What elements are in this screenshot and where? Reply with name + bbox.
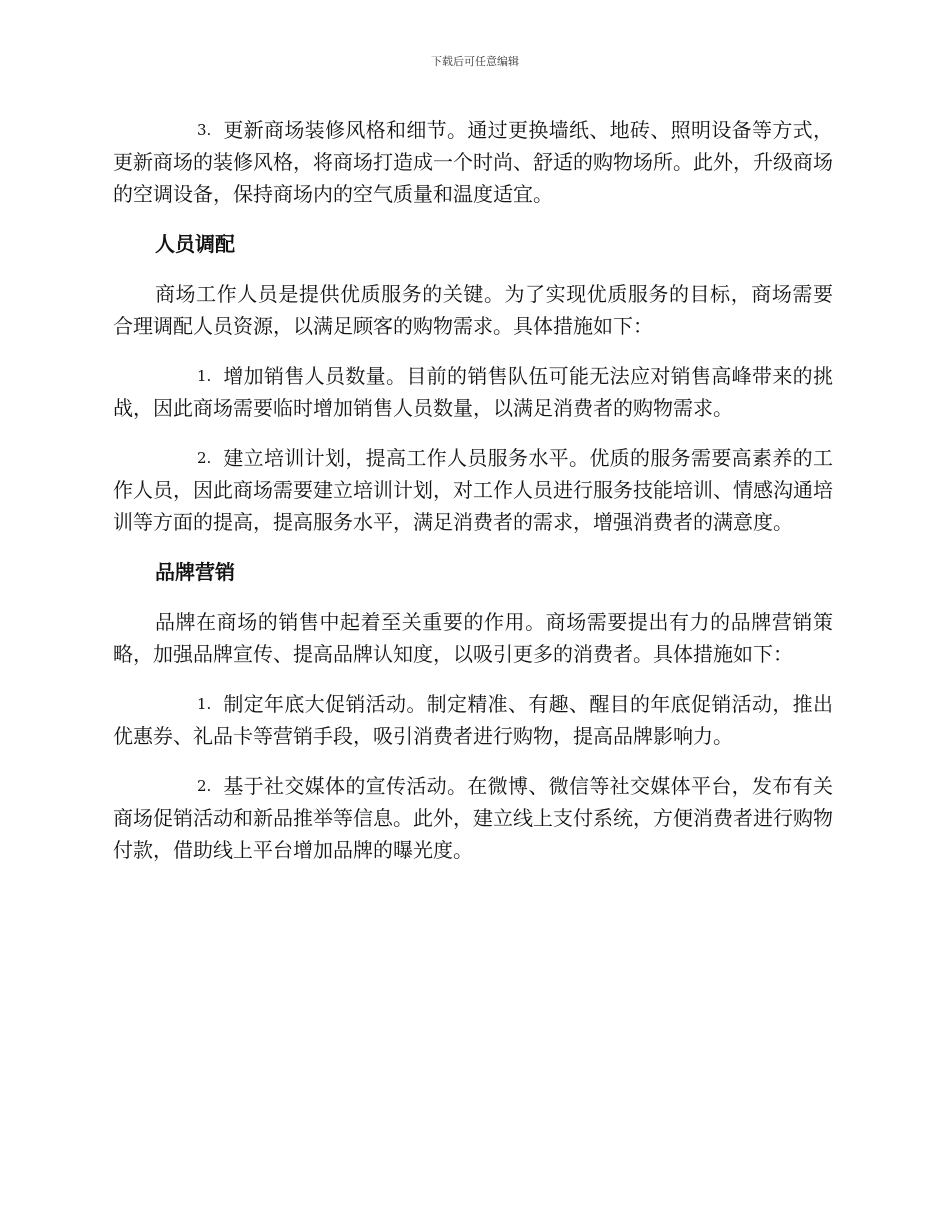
list-item [113,770,833,866]
list-number: 1. [197,367,212,385]
list-item [113,442,833,538]
list-item [113,114,833,210]
paragraph [113,606,833,670]
paragraph [113,278,833,342]
list-item-text: 更新商场装修风格和细节。通过更换墙纸、地砖、照明设备等方式，更新商场的装修风格，将商场打造成一个时尚、舒适的购物场所。此外，升级商场的空调设备，保持商场内的空气质量和温度适宜。 [113,118,833,206]
list-item-text: 制定年底大促销活动。制定精准、有趣、醒目的年底促销活动，推出优惠券、礼品卡等营销手段，吸引消费者进行购物，提高品牌影响力。 [113,692,833,748]
list-item-text: 增加销售人员数量。目前的销售队伍可能无法应对销售高峰带来的挑战，因此商场需要临时增加销售人员数量，以满足消费者的购物需求。 [113,364,833,420]
section-heading: 人员调配 [155,232,235,256]
list-item-text: 建立培训计划，提高工作人员服务水平。优质的服务需要高素养的工作人员，因此商场需要建立培训计划，对工作人员进行服务技能培训、情感沟通培训等方面的提高，提高服务水平，满足消费者的需求，增强消费者的满意度。 [113,446,833,534]
list-number: 1. [197,695,212,713]
list-number: 2. [197,777,212,795]
document-body [113,114,833,884]
list-item [113,360,833,424]
list-number: 3. [197,121,212,139]
page-header: 下载后可任意编辑 [431,55,519,68]
list-item [113,688,833,752]
paragraph-text: 品牌在商场的销售中起着至关重要的作用。商场需要提出有力的品牌营销策略，加强品牌宣传、提高品牌认知度，以吸引更多的消费者。具体措施如下： [113,610,833,666]
paragraph-text: 商场工作人员是提供优质服务的关键。为了实现优质服务的目标，商场需要合理调配人员资源，以满足顾客的购物需求。具体措施如下： [113,282,833,338]
list-number: 2. [197,449,212,467]
list-item-text: 基于社交媒体的宣传活动。在微博、微信等社交媒体平台，发布有关商场促销活动和新品推举等信息。此外，建立线上支付系统，方便消费者进行购物付款，借助线上平台增加品牌的曝光度。 [113,774,833,862]
section-heading: 品牌营销 [155,560,235,584]
